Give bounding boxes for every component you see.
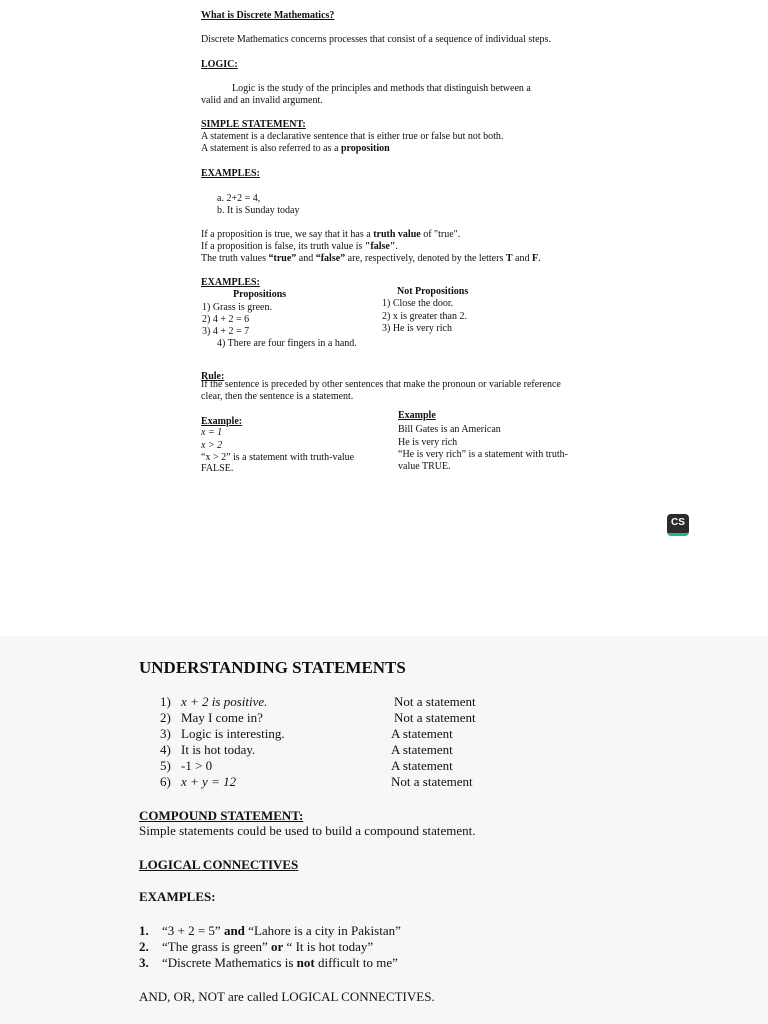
compound-heading: COMPOUND STATEMENT: bbox=[139, 808, 304, 823]
statement-result: A statement bbox=[391, 758, 453, 773]
statement-text: May I come in? bbox=[181, 710, 263, 725]
statement-result: A statement bbox=[391, 742, 453, 757]
examples-heading: EXAMPLES: bbox=[201, 168, 260, 179]
statement-result: Not a statement bbox=[391, 774, 473, 789]
not-propositions-heading: Not Propositions bbox=[397, 286, 469, 297]
proposition-item: 4) There are four fingers in a hand. bbox=[217, 338, 357, 349]
statement-text: Logic is interesting. bbox=[181, 726, 285, 741]
example-left-line: x = 1 bbox=[201, 427, 223, 438]
connective-example-not: “Discrete Mathematics is not difficult to me” bbox=[162, 955, 398, 970]
examples2-heading: EXAMPLES: bbox=[201, 277, 260, 288]
proposition-item: 3) 4 + 2 = 7 bbox=[202, 326, 250, 337]
statement-text: x + 2 is positive. bbox=[181, 694, 268, 709]
not-proposition-item: 2) x is greater than 2. bbox=[382, 311, 467, 322]
connectives-heading: LOGICAL CONNECTIVES bbox=[139, 857, 299, 872]
statement-result: A statement bbox=[391, 726, 453, 741]
logic-text-line-2: valid and an invalid argument. bbox=[201, 95, 323, 106]
document-page-2 bbox=[0, 636, 768, 1024]
statement-text: -1 > 0 bbox=[181, 758, 213, 773]
example-num: 1. bbox=[139, 923, 149, 938]
intro-text: Discrete Mathematics concerns processes that consist of a sequence of individual steps. bbox=[201, 34, 551, 45]
simple-statement-line-2: A statement is also referred to as a proposition bbox=[201, 143, 390, 154]
example-left-line: x > 2 bbox=[201, 440, 223, 451]
section-title: UNDERSTANDING STATEMENTS bbox=[139, 658, 406, 677]
rule-line-2: clear, then the sentence is a statement. bbox=[201, 391, 354, 402]
example-left-heading: Example: bbox=[201, 416, 243, 427]
example-right-line: “He is very rich” is a statement with truth- bbox=[398, 449, 568, 460]
page-title: What is Discrete Mathematics? bbox=[201, 10, 335, 21]
statement-num: 6) bbox=[160, 774, 171, 789]
connective-example-or: “The grass is green” or “ It is hot today” bbox=[162, 939, 374, 954]
propositions-heading: Propositions bbox=[233, 289, 287, 300]
examples-heading: EXAMPLES: bbox=[139, 889, 216, 904]
logic-text-line-1: Logic is the study of the principles and methods that distinguish between a bbox=[232, 83, 531, 94]
truth-line-2: If a proposition is false, its truth value is "false". bbox=[201, 241, 398, 252]
simple-statement-line-1: A statement is a declarative sentence that is either true or false but not both. bbox=[201, 131, 504, 142]
statement-num: 2) bbox=[160, 710, 171, 725]
simple-statement-heading: SIMPLE STATEMENT: bbox=[201, 119, 306, 130]
statement-text: x + y = 12 bbox=[181, 774, 237, 789]
statement-result: Not a statement bbox=[394, 710, 476, 725]
example-left-line: FALSE. bbox=[201, 463, 234, 474]
closing-text: AND, OR, NOT are called LOGICAL CONNECTIVES. bbox=[139, 989, 435, 1004]
example-right-line: value TRUE. bbox=[398, 461, 451, 472]
not-proposition-item: 3) He is very rich bbox=[382, 323, 452, 334]
statement-num: 1) bbox=[160, 694, 171, 709]
example-num: 2. bbox=[139, 939, 149, 954]
not-proposition-item: 1) Close the door. bbox=[382, 298, 454, 309]
example-a: a. 2+2 = 4, bbox=[217, 193, 261, 204]
statement-num: 4) bbox=[160, 742, 171, 757]
proposition-item: 1) Grass is green. bbox=[202, 302, 272, 313]
rule-heading: Rule: bbox=[201, 371, 225, 382]
connective-example-and: “3 + 2 = 5” and “Lahore is a city in Pakistan” bbox=[162, 923, 401, 938]
truth-line-1: If a proposition is true, we say that it has a truth value of "true". bbox=[201, 229, 461, 240]
statement-text: It is hot today. bbox=[181, 742, 256, 757]
example-left-line: “x > 2” is a statement with truth-value bbox=[201, 452, 355, 463]
example-right-heading: Example bbox=[398, 410, 436, 421]
statement-num: 5) bbox=[160, 758, 171, 773]
rule-line-1: If the sentence is preceded by other sentences that make the pronoun or variable reference bbox=[201, 379, 561, 390]
proposition-item: 2) 4 + 2 = 6 bbox=[202, 314, 250, 325]
statement-result: Not a statement bbox=[394, 694, 476, 709]
example-b: b. It is Sunday today bbox=[217, 205, 300, 216]
truth-line-3: The truth values “true” and “false” are, respectively, denoted by the letters T and F. bbox=[201, 253, 541, 264]
example-right-line: He is very rich bbox=[398, 437, 458, 448]
camscanner-badge-icon: CS bbox=[667, 514, 689, 536]
logic-heading: LOGIC: bbox=[201, 59, 238, 70]
compound-text: Simple statements could be used to build a compound statement. bbox=[139, 823, 476, 838]
example-right-line: Bill Gates is an American bbox=[398, 424, 501, 435]
example-num: 3. bbox=[139, 955, 149, 970]
statement-num: 3) bbox=[160, 726, 171, 741]
